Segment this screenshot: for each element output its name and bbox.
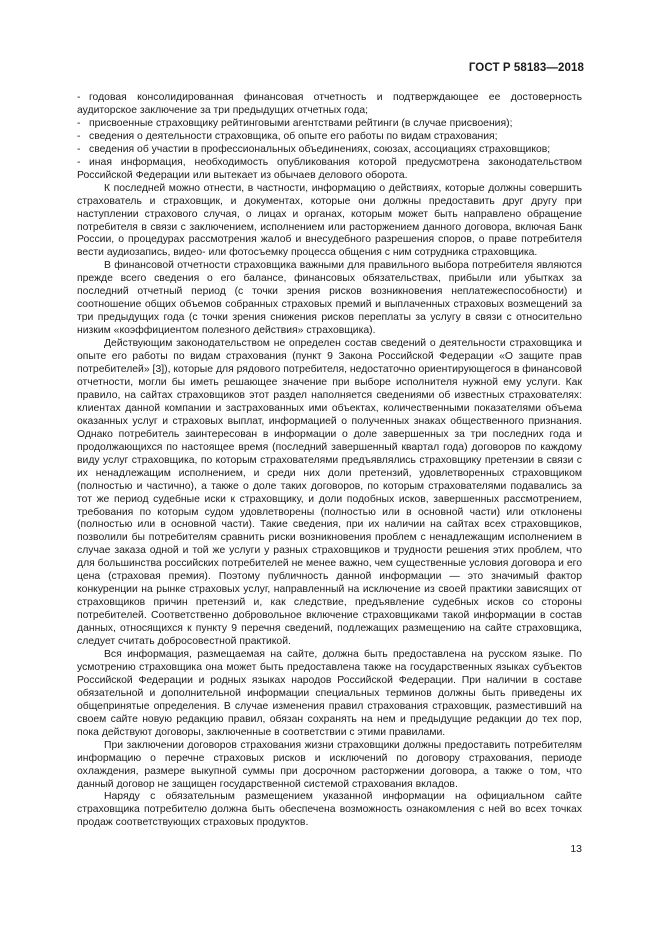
paragraph: К последней можно отнести, в частности, информацию о действиях, которые должны совершить страхователь и страховщик, и документах, которые они должны предоставить друг другу при наступлении страхового случая, о лицах и органах, которым может быть направлено обращение потребителя в связи с заключением, исполнением или расторжением данного договора, включая Банк России, о процедурах рассмотрения жалоб и внесудебного разрешения споров, о праве потребителя вести аудиозапись, видео- или фотосъемку процесса общения с ним сотрудника страховщика. [77, 182, 582, 259]
paragraph: Действующим законодательством не определен состав сведений о деятельности страховщика и опыте его работы по видам страхования (пункт 9 Закона Российской Федерации «О защите прав потребителей» [3]), которые для рядового потребителя, недостаточно ориентирующегося в финансовой отчетности, могли бы иметь решающее значение при выборе исполнителя нужной ему услуги. Как правило, на сайтах страховщиков этот раздел наполняется сведениями об известных страхователях: клиентах данной компании и застрахованных ими объектах, количественными показателями объема оказанных услуг и страховых выплат, информацией о полученных знаках общественного признания. Однако потребитель заинтересован в информации о доле завершенных за три последних года и продолжающихся по настоящее время (последний завершенный квартал года) договоров по каждому виду услуг страховщика, по которым страхователями предъявлялись страховщику претензии в связи с их ненадлежащим исполнением, и среди них доли претензий, удовлетворенных страховщиком (полностью и частично), а также о доле таких договоров, по которым страхователями подавались за тот же период судебные иски к страховщику, и доли подобных исков, завершенных рассмотрением, требования по которым судом удовлетворены (полностью или в основной части) или отклонены (полностью или в основной части). Такие сведения, при их наличии на сайтах всех страховщиков, позволили бы потребителям сравнить риски возникновения проблем с ненадлежащим исполнением в случае заказа одной и той же услуги у разных страховщиков и трудности решения этих проблем, что для большинства российских потребителей не менее важно, чем существенные условия договора и его цена (страховая премия). Поэтому публичность данной информации — это значимый фактор конкуренции на рынке страховых услуг, направленный на исключение из своей практики зависящих от страховщиков причин претензий и, как следствие, предъявление судебных исков со стороны потребителей. Соответственно добровольное включение страховщиками такой информации в состав данных, относящихся к пункту 9 перечня сведений, подлежащих размещению на сайте страховщика, следует считать добросовестной практикой. [77, 338, 582, 648]
list-item [77, 157, 582, 183]
list-dash: - [77, 92, 81, 103]
list-item-text: сведения об участии в профессиональных объединениях, союзах, ассоциациях страховщиков; [89, 143, 551, 155]
list-dash: - [77, 143, 81, 155]
list-item [77, 131, 582, 144]
list-item-text: годовая консолидированная финансовая отчетность и подтверждающее ее достоверность аудиторское заключение за три предыдущих отчетных года; [77, 92, 582, 116]
paragraph: При заключении договоров страхования жизни страховщики должны предоставить потребителям информацию о перечне страховых рисков и исключений по договору страхования, периоде охлаждения, размере выкупной суммы при досрочном расторжении договора, а также о том, что данный договор не защищен государственной системой страхования вкладов. [77, 739, 582, 790]
page-number: 13 [570, 843, 582, 855]
list-item-text: иная информация, необходимость опубликования которой предусмотрена законодательством Российской Федерации или вытекает из обычаев делового оборота. [77, 156, 582, 181]
list-item [77, 144, 582, 157]
list-dash: - [77, 130, 81, 142]
document-body [77, 92, 582, 830]
list-item [77, 92, 582, 118]
list-dash: - [77, 156, 81, 168]
list-dash: - [77, 117, 81, 129]
list-item-text: присвоенные страховщику рейтинговыми агентствами рейтинги (в случае присвоения); [89, 117, 513, 129]
document-standard-header: ГОСТ Р 58183—2018 [468, 62, 584, 74]
paragraph: Вся информация, размещаемая на сайте, должна быть предоставлена на русском языке. По усмотрению страховщика она может быть предоставлена также на государственных языках субъектов Российской Федерации и родных языках народов Российской Федерации. При наличии в составе обязательной и дополнительной информации специальных терминов должны быть приведены их общепринятые определения. В случае изменения правил страхования страховщик, разместивший на своем сайте новую редакцию правил, обязан сохранять на нем и предыдущие редакции до тех пор, пока действуют договоры, заключенные в соответствии с этими правилами. [77, 648, 582, 738]
paragraph: Наряду с обязательным размещением указанной информации на официальном сайте страховщика потребителю должна быть обеспечена возможность ознакомления с ней во всех точках продаж соответствующих страховых продуктов. [77, 791, 582, 829]
paragraph: В финансовой отчетности страховщика важными для правильного выбора потребителя являются прежде всего сведения о его балансе, финансовых обязательствах, прибыли или убытках за последний отчетный период (с точки зрения рисков возникновения неплатежеспособности) и соотношение общих объемов собранных страховых премий и выплаченных страховых возмещений за три предыдущих года (с точки зрения снижения рисков переплаты за услугу в связи с относительно низким «коэффициентом полезного действия» страховщика). [77, 260, 582, 337]
list-item [77, 118, 582, 131]
list-item-text: сведения о деятельности страховщика, об опыте его работы по видам страхования; [89, 130, 498, 142]
